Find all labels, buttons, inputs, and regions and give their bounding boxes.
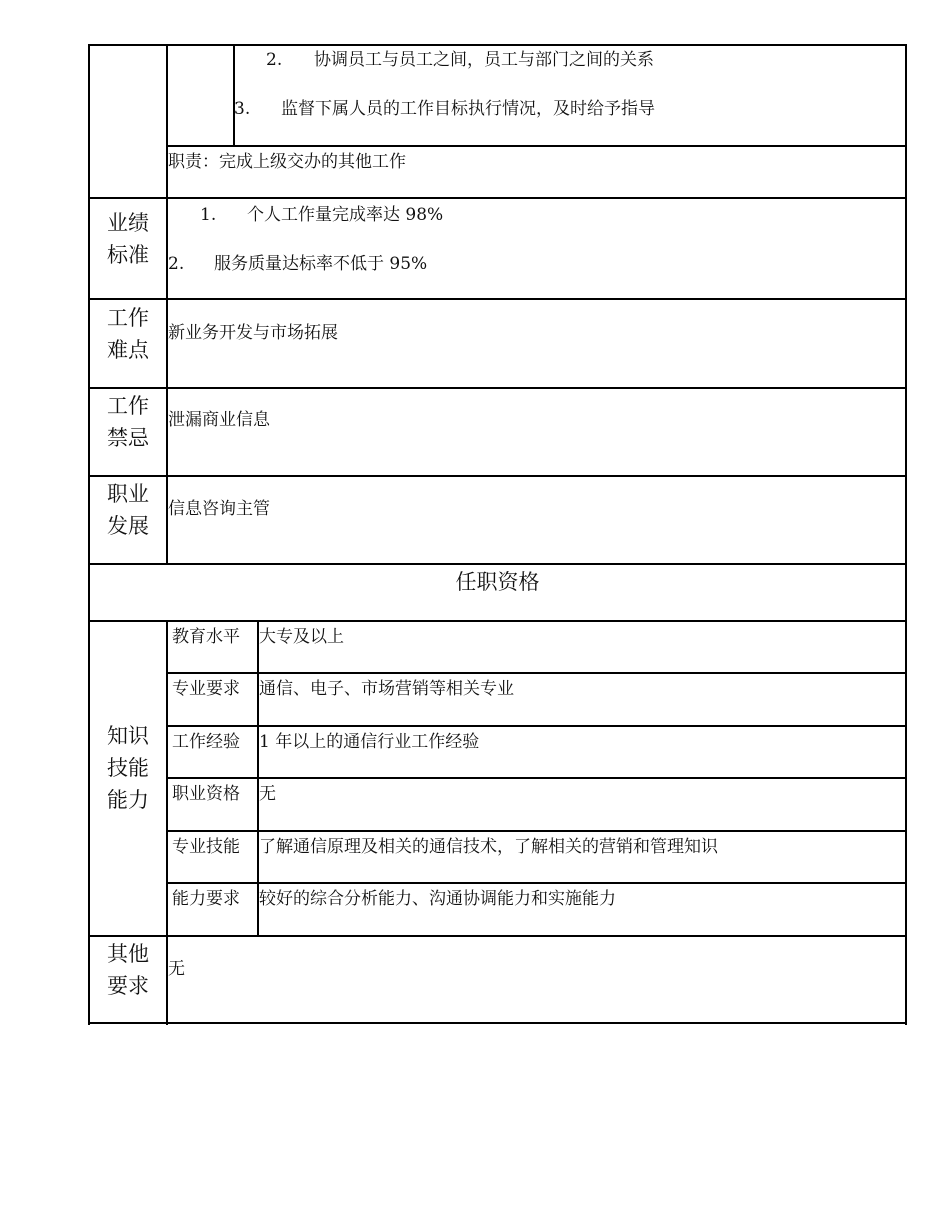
knowledge-label-line3: 能力 xyxy=(107,788,149,812)
duty-item-2-text: 协调员工与员工之间，员工与部门之间的关系 xyxy=(314,50,654,70)
career-value: 信息咨询主管 xyxy=(168,499,270,519)
taboo-label-line2: 禁忌 xyxy=(107,426,149,450)
knowledge-row-ability-label: 能力要求 xyxy=(172,889,240,909)
performance-label xyxy=(88,207,168,271)
row-divider-knowledge xyxy=(88,620,907,622)
duty-item-3 xyxy=(234,98,655,120)
knowledge-row-major-value: 通信、电子、市场营销等相关专业 xyxy=(259,679,514,699)
knowledge-label-line1: 知识 xyxy=(107,724,149,748)
duty-other: 职责：完成上级交办的其他工作 xyxy=(168,152,406,172)
performance-label-line1: 业绩 xyxy=(107,211,149,235)
knowledge-row-certification-label: 职业资格 xyxy=(172,784,240,804)
row-divider-taboo xyxy=(88,387,907,389)
performance-item-2-number: 2. xyxy=(168,254,185,274)
knowledge-label-line2: 技能 xyxy=(107,756,149,780)
knowledge-row-education-value: 大专及以上 xyxy=(259,627,344,647)
knowledge-row-divider-2 xyxy=(166,725,907,727)
qualification-section-title: 任职资格 xyxy=(455,570,540,594)
knowledge-row-education-label: 教育水平 xyxy=(172,627,240,647)
duty-item-3-text: 监督下属人员的工作目标执行情况，及时给予指导 xyxy=(281,99,655,119)
row-divider-difficulty xyxy=(88,298,907,300)
row-divider-other xyxy=(88,935,907,937)
knowledge-row-divider-5 xyxy=(166,882,907,884)
table-border-right xyxy=(905,44,907,1025)
knowledge-row-divider-4 xyxy=(166,830,907,832)
performance-item-1-text: 个人工作量完成率达 98% xyxy=(247,205,444,225)
knowledge-label xyxy=(88,720,168,816)
duty-item-3-number: 3. xyxy=(234,99,251,119)
knowledge-row-skill-value: 了解通信原理及相关的通信技术，了解相关的营销和管理知识 xyxy=(259,837,718,857)
other-value: 无 xyxy=(168,959,185,979)
row-divider-career xyxy=(88,475,907,477)
difficulty-label xyxy=(88,302,168,366)
performance-item-1 xyxy=(200,204,443,226)
taboo-value: 泄漏商业信息 xyxy=(168,410,270,430)
knowledge-row-skill-label: 专业技能 xyxy=(172,837,240,857)
taboo-label xyxy=(88,390,168,454)
knowledge-row-major-label: 专业要求 xyxy=(172,679,240,699)
knowledge-row-divider-3 xyxy=(166,777,907,779)
career-label xyxy=(88,478,168,542)
table-border-top xyxy=(88,44,907,46)
other-label-line2: 要求 xyxy=(107,974,149,998)
knowledge-row-experience-label: 工作经验 xyxy=(172,732,240,752)
row-divider-title xyxy=(88,563,907,565)
row-divider-performance xyxy=(88,197,907,199)
performance-item-1-number: 1. xyxy=(200,205,217,225)
duty-item-2 xyxy=(266,49,654,71)
knowledge-row-experience-value: 1 年以上的通信行业工作经验 xyxy=(259,732,480,752)
knowledge-row-ability-value: 较好的综合分析能力、沟通协调能力和实施能力 xyxy=(259,889,616,909)
other-label xyxy=(88,938,168,1002)
career-label-line1: 职业 xyxy=(107,482,149,506)
duties-divider xyxy=(166,145,907,147)
difficulty-label-line1: 工作 xyxy=(107,306,149,330)
knowledge-row-certification-value: 无 xyxy=(259,784,276,804)
other-label-line1: 其他 xyxy=(107,942,149,966)
performance-label-line2: 标准 xyxy=(107,243,149,267)
performance-item-2 xyxy=(168,253,427,275)
difficulty-label-line2: 难点 xyxy=(107,338,149,362)
knowledge-row-divider-1 xyxy=(166,672,907,674)
difficulty-value: 新业务开发与市场拓展 xyxy=(168,323,338,343)
career-label-line2: 发展 xyxy=(107,514,149,538)
performance-item-2-text: 服务质量达标率不低于 95% xyxy=(214,254,428,274)
duties-inner-divider xyxy=(233,44,235,147)
taboo-label-line1: 工作 xyxy=(107,394,149,418)
table-border-bottom xyxy=(88,1022,907,1024)
duty-item-2-number: 2. xyxy=(266,50,283,70)
